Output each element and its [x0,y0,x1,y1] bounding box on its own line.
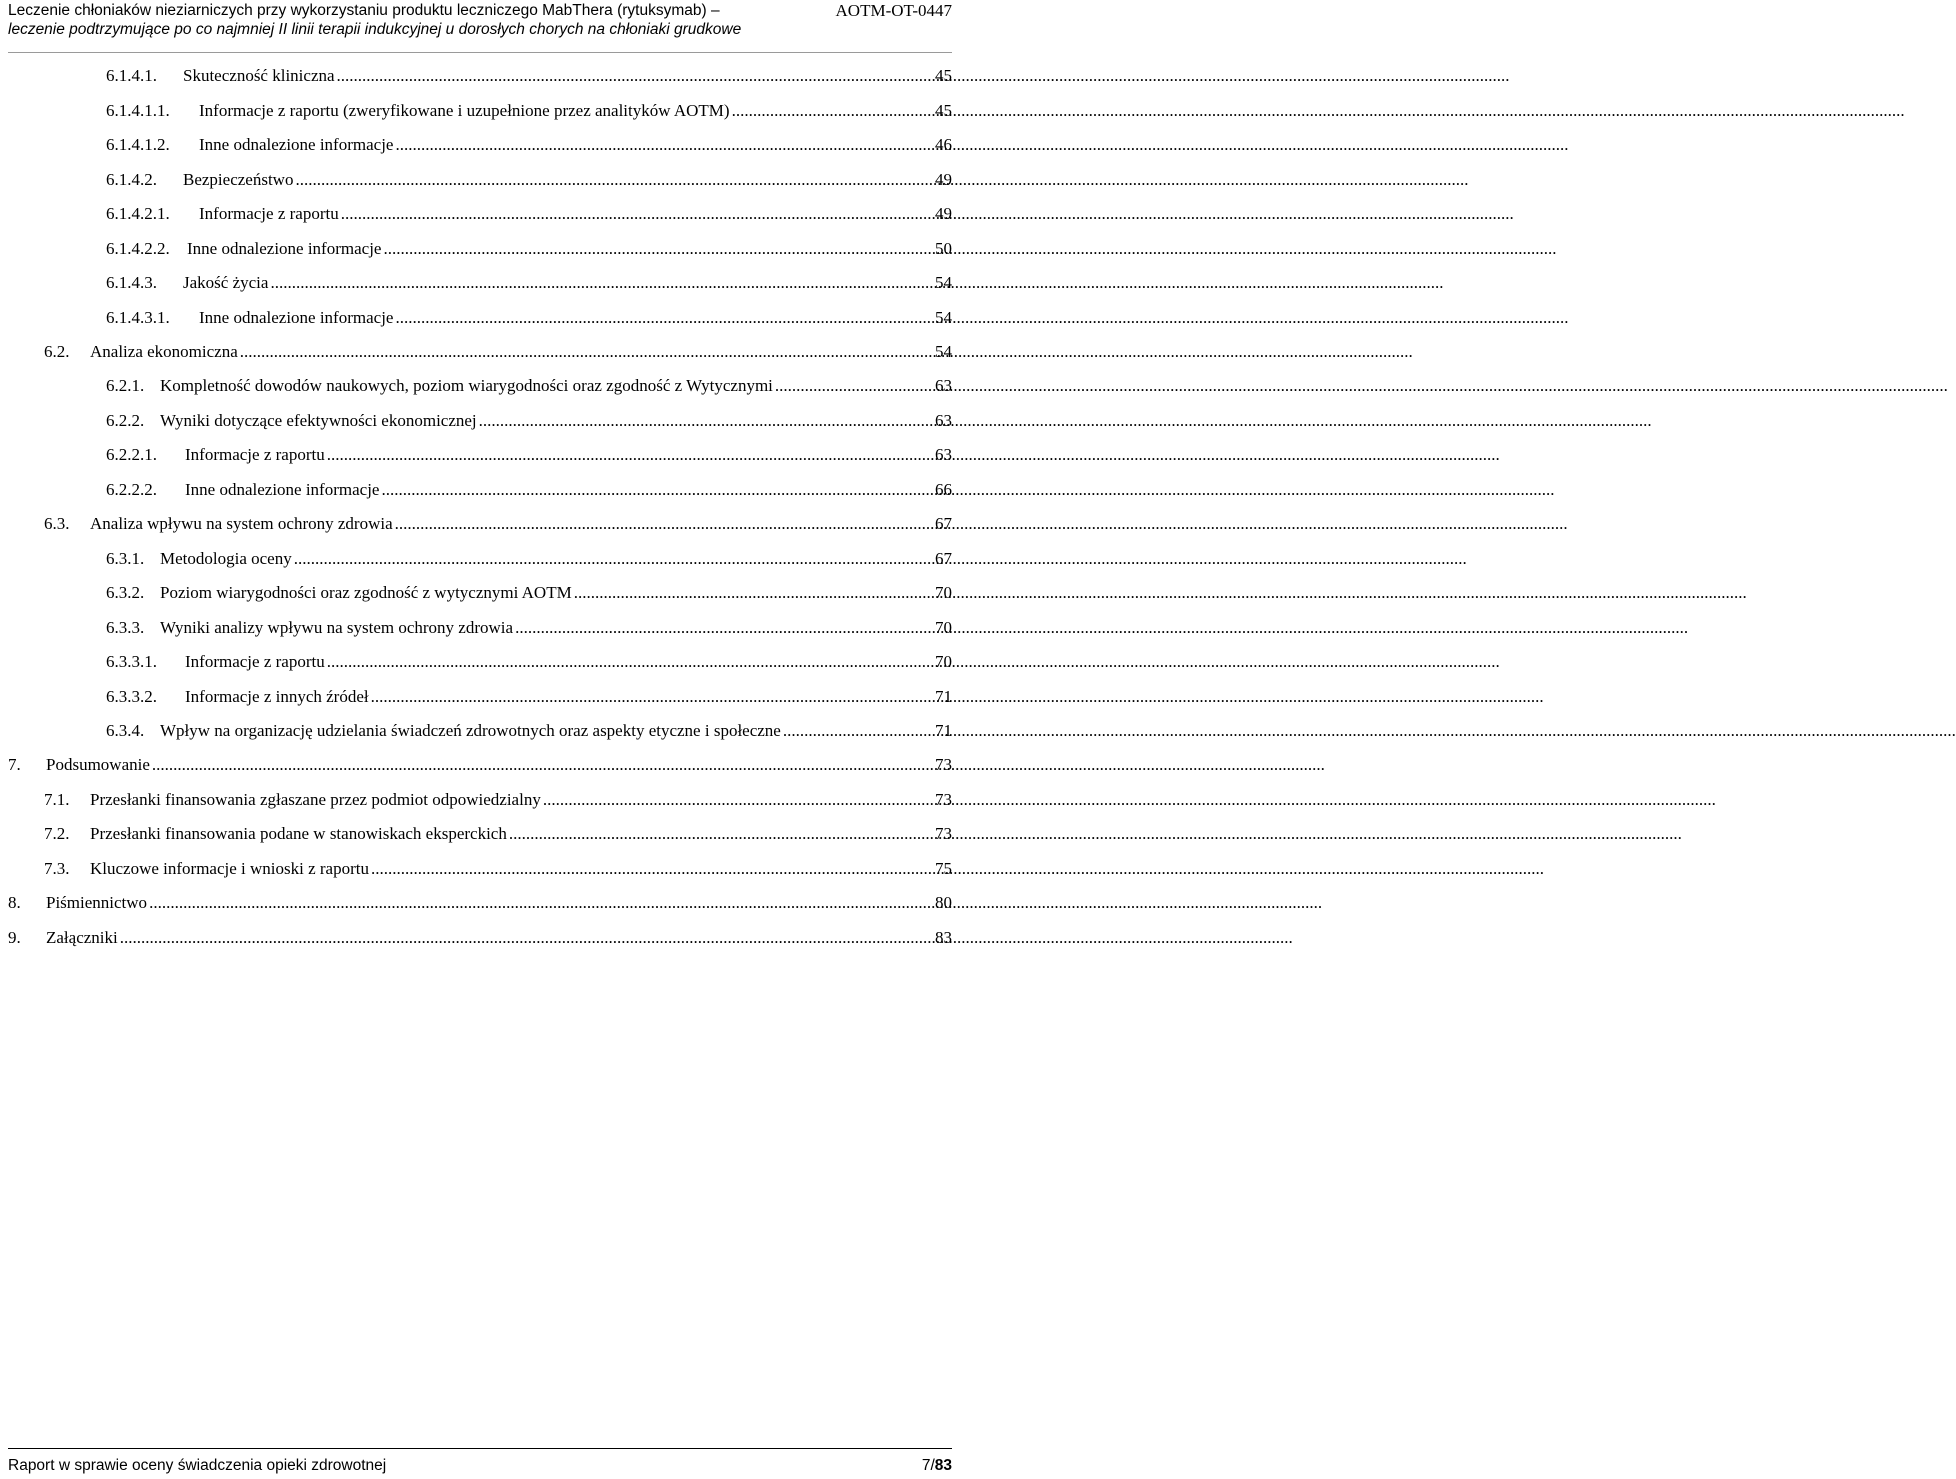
toc-entry[interactable] [106,372,952,400]
toc-entry-title: Kompletność dowodów naukowych, poziom wiarygodności oraz zgodność z Wytycznymi [160,376,773,395]
toc-entry-title: Informacje z innych źródeł [185,687,369,706]
toc-entry-number: 6.1.4.1. [106,66,157,85]
toc-dot-leader [383,235,933,263]
toc-entry[interactable] [44,786,952,814]
toc-entry-page: 54 [935,342,952,361]
toc-entry-page: 71 [935,687,952,706]
toc-entry-number: 6.2.2.2. [106,480,157,499]
toc-entry[interactable] [106,131,952,159]
toc-dot-leader [543,786,933,814]
current-page: 7 [921,1457,931,1474]
toc-entry-number: 7. [8,755,21,774]
toc-entry-number: 6.1.4.3. [106,273,157,292]
toc-entry-title: Podsumowanie [46,755,150,774]
toc-dot-leader [327,648,933,676]
toc-dot-leader [341,200,933,228]
page-header [8,0,952,50]
toc-entry[interactable] [106,648,952,676]
toc-entry-page: 50 [935,239,952,258]
toc-entry[interactable] [106,62,952,90]
toc-entry[interactable] [106,545,952,573]
toc-entry-title: Metodologia oceny [160,549,292,568]
toc-entry-page: 73 [935,790,952,809]
toc-entry-page: 70 [935,618,952,637]
toc-entry-page: 63 [935,376,952,395]
toc-entry-number: 6.3.3.2. [106,687,157,706]
toc-entry-number: 6.2. [44,342,70,361]
toc-dot-leader [509,820,933,848]
toc-entry-page: 73 [935,824,952,843]
toc-entry[interactable] [44,855,952,883]
toc-entry-number: 6.3.4. [106,721,145,740]
toc-entry[interactable] [106,304,952,332]
header-title-line1: Leczenie chłoniaków nieziarniczych przy wykorzystaniu produktu leczniczego MabThera (rytuksymab) – [8,2,720,19]
toc-entry-title: Wyniki analizy wpływu na system ochrony zdrowia [160,618,514,637]
toc-entry-page: 46 [935,135,952,154]
toc-entry[interactable] [8,889,952,917]
toc-entry-number: 6.3.1. [106,549,145,568]
toc-entry-page: 67 [935,514,952,533]
page-separator: / [930,1457,935,1474]
toc-dot-leader [732,97,933,125]
toc-entry-page: 67 [935,549,952,568]
toc-entry[interactable] [44,820,952,848]
toc-entry-number: 6.3.3. [106,618,145,637]
toc-entry-title: Załączniki [46,928,118,947]
toc-entry-number: 6.1.4.1.1. [106,101,170,120]
toc-entry-number: 6.1.4.2.2. [106,239,170,258]
toc-dot-leader [294,545,933,573]
toc-entry[interactable] [106,441,952,469]
toc-dot-leader [371,683,933,711]
toc-entry-title: Informacje z raportu (zweryfikowane i uzupełnione przez analityków AOTM) [199,101,730,120]
toc-entry-page: 45 [935,66,952,85]
toc-entry-number: 6.2.1. [106,376,145,395]
toc-entry[interactable] [106,579,952,607]
toc-entry-title: Przesłanki finansowania zgłaszane przez podmiot odpowiedzialny [90,790,541,809]
toc-entry-number: 6.1.4.1.2. [106,135,170,154]
toc-entry-title: Informacje z raportu [199,204,339,223]
toc-entry-title: Wyniki dotyczące efektywności ekonomicznej [160,411,477,430]
toc-entry-title: Analiza wpływu na system ochrony zdrowia [90,514,393,533]
toc-entry-page: 54 [935,308,952,327]
toc-entry-title: Informacje z raportu [185,445,325,464]
toc-entry[interactable] [106,166,952,194]
toc-entry-title: Skuteczność kliniczna [183,66,335,85]
toc-entry[interactable] [106,97,952,125]
toc-dot-leader [395,510,933,538]
toc-dot-leader [371,855,933,883]
toc-entry-page: 54 [935,273,952,292]
toc-dot-leader [515,614,933,642]
toc-entry-page: 73 [935,755,952,774]
toc-entry-title: Jakość życia [183,273,269,292]
toc-entry-title: Bezpieczeństwo [183,170,294,189]
toc-dot-leader [337,62,933,90]
toc-entry-title: Inne odnalezione informacje [199,135,394,154]
toc-entry-page: 83 [935,928,952,947]
total-pages: 83 [934,1457,952,1474]
toc-dot-leader [149,889,933,917]
toc-dot-leader [270,269,933,297]
toc-entry[interactable] [44,338,952,366]
header-title-line2: leczenie podtrzymujące po co najmniej II linii terapii indukcyjnej u dorosłych chorych na chłoniaki grudkowe [8,21,742,38]
toc-entry-page: 80 [935,893,952,912]
toc-entry-number: 6.1.4.3.1. [106,308,170,327]
toc-entry-title: Wpływ na organizację udzielania świadczeń zdrowotnych oraz aspekty etyczne i społeczne [160,721,781,740]
toc-dot-leader [395,304,933,332]
toc-dot-leader [479,407,933,435]
toc-entry-title: Inne odnalezione informacje [199,308,394,327]
toc-entry-number: 7.2. [44,824,70,843]
toc-entry-number: 6.3. [44,514,70,533]
toc-entry-number: 7.3. [44,859,70,878]
toc-entry[interactable] [8,751,952,779]
toc-dot-leader [783,717,933,745]
header-divider [8,52,952,53]
toc-entry[interactable] [106,476,952,504]
toc-entry[interactable] [106,683,952,711]
toc-entry-page: 70 [935,652,952,671]
toc-dot-leader [120,924,933,952]
toc-entry-number: 9. [8,928,21,947]
toc-entry-number: 6.3.3.1. [106,652,157,671]
toc-entry[interactable] [106,269,952,297]
toc-entry-page: 49 [935,170,952,189]
footer-divider [8,1448,952,1449]
toc-entry-title: Inne odnalezione informacje [185,480,380,499]
toc-dot-leader [381,476,933,504]
toc-dot-leader [240,338,933,366]
toc-entry-number: 6.1.4.2.1. [106,204,170,223]
toc-entry-number: 6.1.4.2. [106,170,157,189]
toc-entry[interactable] [106,717,952,745]
toc-entry-page: 49 [935,204,952,223]
toc-entry[interactable] [8,924,952,952]
toc-entry[interactable] [106,614,952,642]
toc-entry[interactable] [106,235,952,263]
toc-entry-title: Inne odnalezione informacje [187,239,382,258]
toc-entry[interactable] [106,407,952,435]
toc-entry-number: 6.3.2. [106,583,145,602]
footer-report-title: Raport w sprawie oceny świadczenia opieki zdrowotnej [8,1457,387,1474]
document-code: AOTM-OT-0447 [835,1,952,20]
toc-entry-page: 63 [935,445,952,464]
toc-dot-leader [152,751,933,779]
toc-dot-leader [327,441,933,469]
toc-entry-page: 75 [935,859,952,878]
toc-entry-title: Informacje z raportu [185,652,325,671]
toc-dot-leader [775,372,933,400]
toc-entry[interactable] [44,510,952,538]
toc-entry-number: 6.2.2. [106,411,145,430]
toc-entry-number: 7.1. [44,790,70,809]
toc-dot-leader [395,131,933,159]
toc-entry-number: 6.2.2.1. [106,445,157,464]
toc-entry-page: 71 [935,721,952,740]
toc-entry-page: 70 [935,583,952,602]
toc-entry-page: 45 [935,101,952,120]
toc-entry[interactable] [106,200,952,228]
toc-entry-title: Analiza ekonomiczna [90,342,238,361]
toc-entry-number: 8. [8,893,21,912]
toc-dot-leader [295,166,933,194]
toc-entry-title: Piśmiennictwo [46,893,148,912]
toc-entry-page: 66 [935,480,952,499]
toc-entry-title: Przesłanki finansowania podane w stanowiskach eksperckich [90,824,507,843]
toc-entry-page: 63 [935,411,952,430]
toc-entry-title: Poziom wiarygodności oraz zgodność z wytycznymi AOTM [160,583,572,602]
toc-entry-title: Kluczowe informacje i wnioski z raportu [90,859,369,878]
footer-page-number [922,1456,952,1476]
toc-dot-leader [574,579,933,607]
